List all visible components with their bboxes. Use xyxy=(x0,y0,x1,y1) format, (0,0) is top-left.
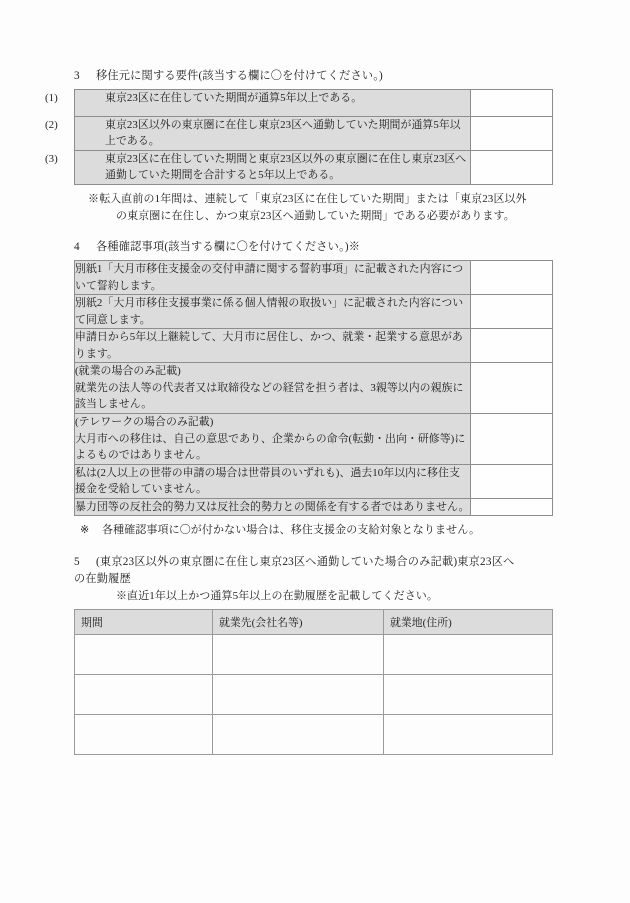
work-history-row-1-period[interactable] xyxy=(75,635,213,675)
section-3-note-line-2: の東京圏に在住し、かつ東京23区へ通勤していた期間」である必要があります。 xyxy=(116,210,515,223)
column-header-workplace-address: 就業地(住所) xyxy=(384,610,553,635)
section-4-note-marker: ※ xyxy=(80,524,90,537)
section-4-row-3-label xyxy=(75,329,471,363)
section-5-work-history-table xyxy=(74,609,553,755)
section-3-table xyxy=(45,89,553,185)
section-5-heading-line-2: の在勤履歴 xyxy=(74,573,131,586)
section-4-row-4-text: 就業先の法人等の代表者又は取締役などの経営を担う者は、3親等以内の親族に該当しません。 xyxy=(75,381,464,411)
table-row xyxy=(75,116,553,150)
section-4-row-2-label xyxy=(75,295,471,329)
section-4-row-7-check[interactable] xyxy=(471,498,553,516)
section-4-number: 4 xyxy=(74,241,80,254)
table-row xyxy=(75,414,553,465)
table-row xyxy=(75,150,553,184)
section-3-row-1-label xyxy=(45,89,471,116)
table-row xyxy=(75,89,553,116)
work-history-row-2-employer[interactable] xyxy=(213,675,384,715)
table-row xyxy=(75,675,553,715)
section-4-row-7-text: 暴力団等の反社会的勢力又は反社会的勢力との関係を有する者ではありません。 xyxy=(75,500,470,513)
section-4-row-5-check[interactable] xyxy=(471,414,553,465)
section-3-row-3-marker: (3) xyxy=(45,152,58,165)
section-4-row-6-label xyxy=(75,464,471,498)
table-row xyxy=(75,295,553,329)
section-5-heading-line-1: (東京23区以外の東京圏に在住し東京23区へ通勤していた場合のみ記載)東京23区へ xyxy=(96,556,515,569)
section-3-row-3-label xyxy=(45,150,471,184)
section-4-row-2-text: 別紙2「大月市移住支援事業に係る個人情報の取扱い」に記載された内容について同意します。 xyxy=(75,297,464,326)
section-4-row-1-check[interactable] xyxy=(471,260,553,294)
section-3-row-2-label xyxy=(45,116,471,150)
section-4-row-4-check[interactable] xyxy=(471,363,553,414)
work-history-row-1-address[interactable] xyxy=(384,635,553,675)
table-row xyxy=(75,260,553,294)
section-4-row-3-check[interactable] xyxy=(471,329,553,363)
table-row xyxy=(75,363,553,414)
work-history-row-3-employer[interactable] xyxy=(213,715,384,755)
work-history-row-3-address[interactable] xyxy=(384,715,553,755)
section-5-note: ※直近1年以上かつ通算5年以上の在勤履歴を記載してください。 xyxy=(116,590,438,603)
section-3-row-2-text: 東京23区以外の東京圏に在住し東京23区へ通勤していた期間が通算5年以上である。 xyxy=(105,118,461,148)
section-3-row-1-check[interactable] xyxy=(471,89,553,116)
section-3-row-1-text: 東京23区に在住していた期間が通算5年以上である。 xyxy=(105,91,363,104)
section-3-row-1-marker: (1) xyxy=(45,91,58,104)
table-row xyxy=(75,498,553,516)
section-4-row-7-label xyxy=(75,498,471,516)
table-row xyxy=(75,635,553,675)
column-header-period: 期間 xyxy=(75,610,213,635)
section-4-row-3-text: 申請日から5年以上継続して、大月市に居住し、かつ、就業・起業する意思があります。 xyxy=(75,331,463,360)
work-history-row-3-period[interactable] xyxy=(75,715,213,755)
section-4-row-5-text: 大月市への移住は、自己の意思であり、企業からの命令(転勤・出向・研修等)によるものではありません。 xyxy=(75,432,466,462)
table-header-row xyxy=(75,610,553,635)
work-history-row-2-address[interactable] xyxy=(384,675,553,715)
table-row xyxy=(75,329,553,363)
section-4-note-text: 各種確認事項に〇が付かない場合は、移住支援金の支給対象となりません。 xyxy=(102,524,481,537)
section-4-row-5-label xyxy=(75,414,471,465)
section-4-heading xyxy=(74,239,552,256)
document-content xyxy=(45,0,552,755)
section-4-row-1-text: 別紙1「大月市移住支援金の交付申請に関する誓約事項」に記載された内容について誓約します。 xyxy=(75,262,464,292)
section-4-table xyxy=(74,260,553,516)
table-row xyxy=(75,464,553,498)
section-4-row-6-text: 私は(2人以上の世帯の申請の場合は世帯員のいずれも)、過去10年以内に移住支援金を受給していません。 xyxy=(75,466,460,496)
section-4-note xyxy=(74,522,552,539)
section-5-number: 5 xyxy=(74,556,80,569)
section-3-row-3-check[interactable] xyxy=(471,150,553,184)
section-3-heading-text: 移住元に関する要件(該当する欄に〇を付けてください。) xyxy=(96,70,383,82)
section-4-row-4-prefix: (就業の場合のみ記載) xyxy=(75,365,181,378)
section-4-row-5-prefix: (テレワークの場合のみ記載) xyxy=(75,416,214,428)
column-header-employer: 就業先(会社名等) xyxy=(213,610,384,635)
section-3-row-3-text: 東京23区に在住していた期間と東京23区以外の東京圏に在住し東京23区へ通勤していた期間を合計すると5年以上である。 xyxy=(105,152,467,182)
section-3-number: 3 xyxy=(74,70,80,82)
section-4-heading-text: 各種確認事項(該当する欄に〇を付けてください。)※ xyxy=(96,241,361,254)
section-4-row-1-label xyxy=(75,260,471,294)
section-4-row-6-check[interactable] xyxy=(471,464,553,498)
section-5-heading xyxy=(74,554,552,588)
section-3-row-2-marker: (2) xyxy=(45,118,58,131)
section-3-note xyxy=(74,191,552,225)
section-4-row-2-check[interactable] xyxy=(471,295,553,329)
section-4-row-4-label xyxy=(75,363,471,414)
section-3-note-line-1: ※転入直前の1年間は、連続して「東京23区に在住していた期間」または「東京23区以外 xyxy=(88,193,527,206)
work-history-row-2-period[interactable] xyxy=(75,675,213,715)
section-3-row-2-check[interactable] xyxy=(471,116,553,150)
work-history-row-1-employer[interactable] xyxy=(213,635,384,675)
table-row xyxy=(75,715,553,755)
section-3-heading xyxy=(74,68,552,85)
